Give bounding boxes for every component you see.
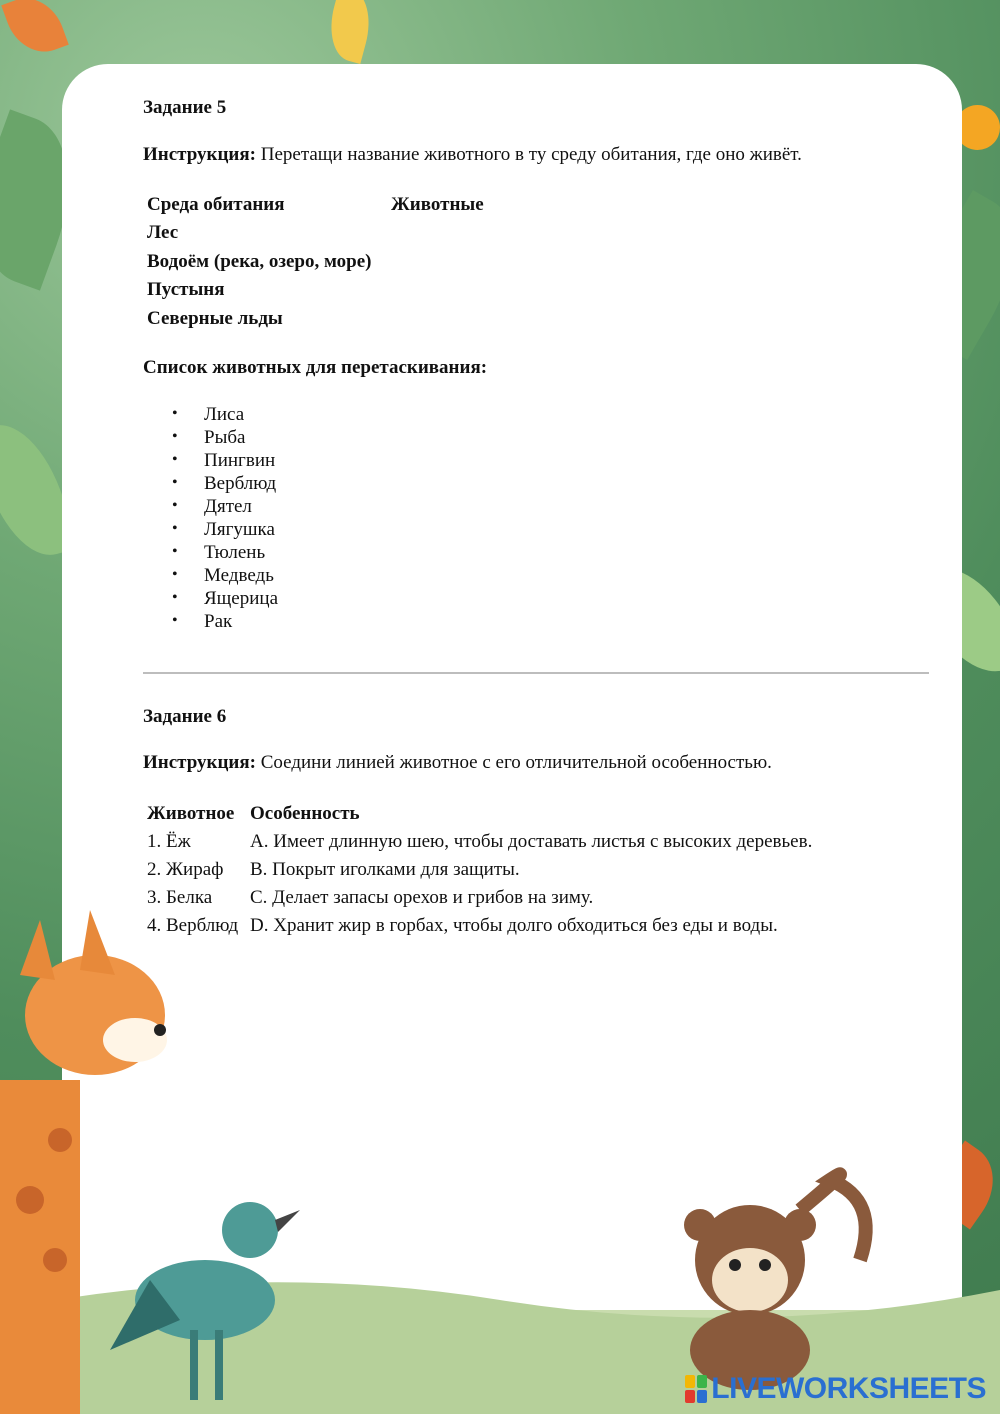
instruction-label: Инструкция: [143,144,256,165]
match-animal[interactable]: 2. Жираф [147,859,224,880]
bullet-icon: • [172,451,178,468]
bullet-icon: • [172,428,178,445]
draggable-animal[interactable]: Рак [204,611,233,632]
task6-title: Задание 6 [143,706,227,727]
habitat-row[interactable]: Лес [147,222,179,243]
bullet-icon: • [172,520,178,537]
match-animal[interactable]: 3. Белка [147,887,213,908]
draggable-animal[interactable]: Верблюд [204,473,277,494]
section-divider [143,672,929,674]
habitat-header: Среда обитания [147,194,285,215]
habitat-row[interactable]: Пустыня [147,279,225,300]
animal-list-title: Список животных для перетаскивания: [143,357,488,378]
draggable-animal[interactable]: Дятел [204,496,252,517]
animals-header: Животные [391,194,484,215]
bullet-icon: • [172,566,178,583]
draggable-animal[interactable]: Пингвин [204,450,276,471]
draggable-animal[interactable]: Лягушка [204,519,275,540]
task6-instruction [143,752,772,774]
bullet-icon: • [172,589,178,606]
task5-title: Задание 5 [143,97,227,118]
habitat-row[interactable]: Водоём (река, озеро, море) [147,251,372,272]
logo-icon [685,1375,707,1403]
bullet-icon: • [172,497,178,514]
draggable-animal[interactable]: Ящерица [204,588,279,609]
match-feature[interactable]: C. Делает запасы орехов и грибов на зиму. [250,887,594,908]
logo-text: LIVEWORKSHEETS [711,1372,986,1405]
match-feature[interactable]: B. Покрыт иголками для защиты. [250,859,520,880]
match-animal[interactable]: 1. Ёж [147,831,191,852]
bullet-icon: • [172,405,178,422]
bullet-icon: • [172,612,178,629]
draggable-animal[interactable]: Лиса [204,404,245,425]
match-feature[interactable]: D. Хранит жир в горбах, чтобы долго обходиться без еды и воды. [250,915,778,936]
instruction-text: Соедини линией животное с его отличительной особенностью. [256,752,772,773]
instruction-text: Перетащи название животного в ту среду обитания, где оно живёт. [256,144,802,165]
match-animal[interactable]: 4. Верблюд [147,915,239,936]
liveworksheets-logo [685,1372,986,1406]
habitat-row[interactable]: Северные льды [147,308,283,329]
task5-instruction [143,144,802,166]
animal-header: Животное [147,803,235,824]
bullet-icon: • [172,543,178,560]
feature-header: Особенность [250,803,360,824]
match-feature[interactable]: A. Имеет длинную шею, чтобы доставать листья с высоких деревьев. [250,831,813,852]
draggable-animal[interactable]: Тюлень [204,542,266,563]
bullet-icon: • [172,474,178,491]
instruction-label: Инструкция: [143,752,256,773]
draggable-animal[interactable]: Медведь [204,565,274,586]
draggable-animal[interactable]: Рыба [204,427,246,448]
